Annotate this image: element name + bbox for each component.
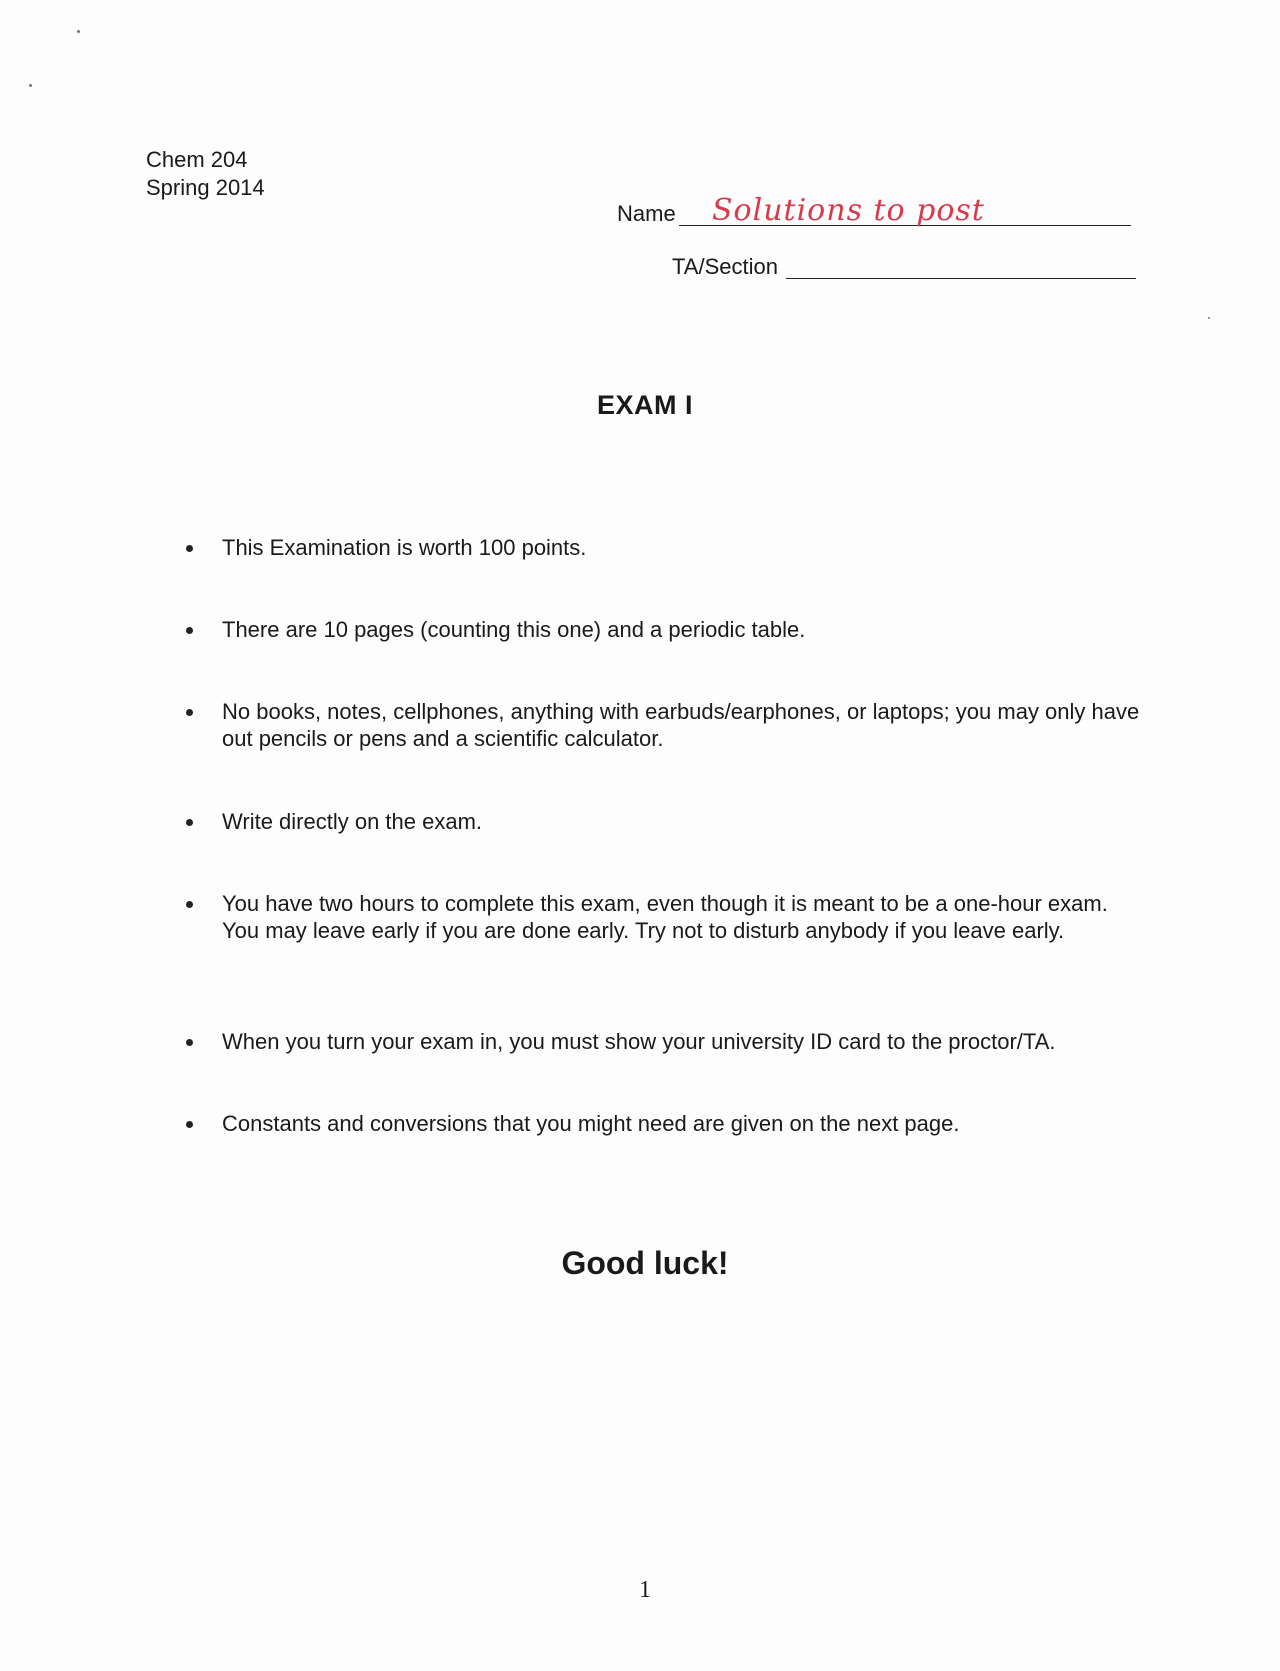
instruction-item [186,890,1146,944]
instruction-item [186,1028,1056,1055]
instruction-text: Constants and conversions that you might need are given on the next page. [222,1111,960,1136]
name-handwritten-value: Solutions to post [712,193,985,228]
course-term: Spring 2014 [146,175,265,200]
instruction-text: When you turn your exam in, you must show your university ID card to the proctor/TA. [222,1029,1056,1054]
instruction-item [186,698,1146,752]
course-info [146,146,265,202]
instruction-text: Write directly on the exam. [222,809,483,834]
bullet-icon [186,1121,193,1128]
instruction-item [186,1110,959,1137]
scan-speck [77,30,80,33]
scan-speck [1208,317,1210,319]
ta-section-label: TA/Section [672,254,778,279]
instruction-text: No books, notes, cellphones, anything with earbuds/earphones, or laptops; you may only have out pencils or pens and a scientific calculator. [222,699,1140,751]
course-name: Chem 204 [146,147,248,172]
ta-section-underline [786,278,1136,279]
bullet-icon [186,545,193,552]
bullet-icon [186,627,193,634]
instruction-item [186,534,586,561]
bullet-icon [186,709,193,716]
name-label: Name [617,201,676,226]
instruction-text: You have two hours to complete this exam, even though it is meant to be a one-hour exam. You may leave early if you are done early. Try not to disturb anybody if you leave early. [222,891,1108,943]
instruction-item [186,808,482,835]
instruction-item [186,616,805,643]
name-field[interactable] [617,193,1131,236]
exam-title: EXAM I [596,390,693,420]
scan-speck [29,84,32,87]
bullet-icon [186,901,193,908]
instruction-text: This Examination is worth 100 points. [222,535,587,560]
bullet-icon [186,1039,193,1046]
bullet-icon [186,819,193,826]
ta-section-field[interactable] [672,252,1136,286]
page-number: 1 [639,1577,651,1603]
closing-message: Good luck! [561,1245,729,1281]
instruction-text: There are 10 pages (counting this one) and a periodic table. [222,617,806,642]
